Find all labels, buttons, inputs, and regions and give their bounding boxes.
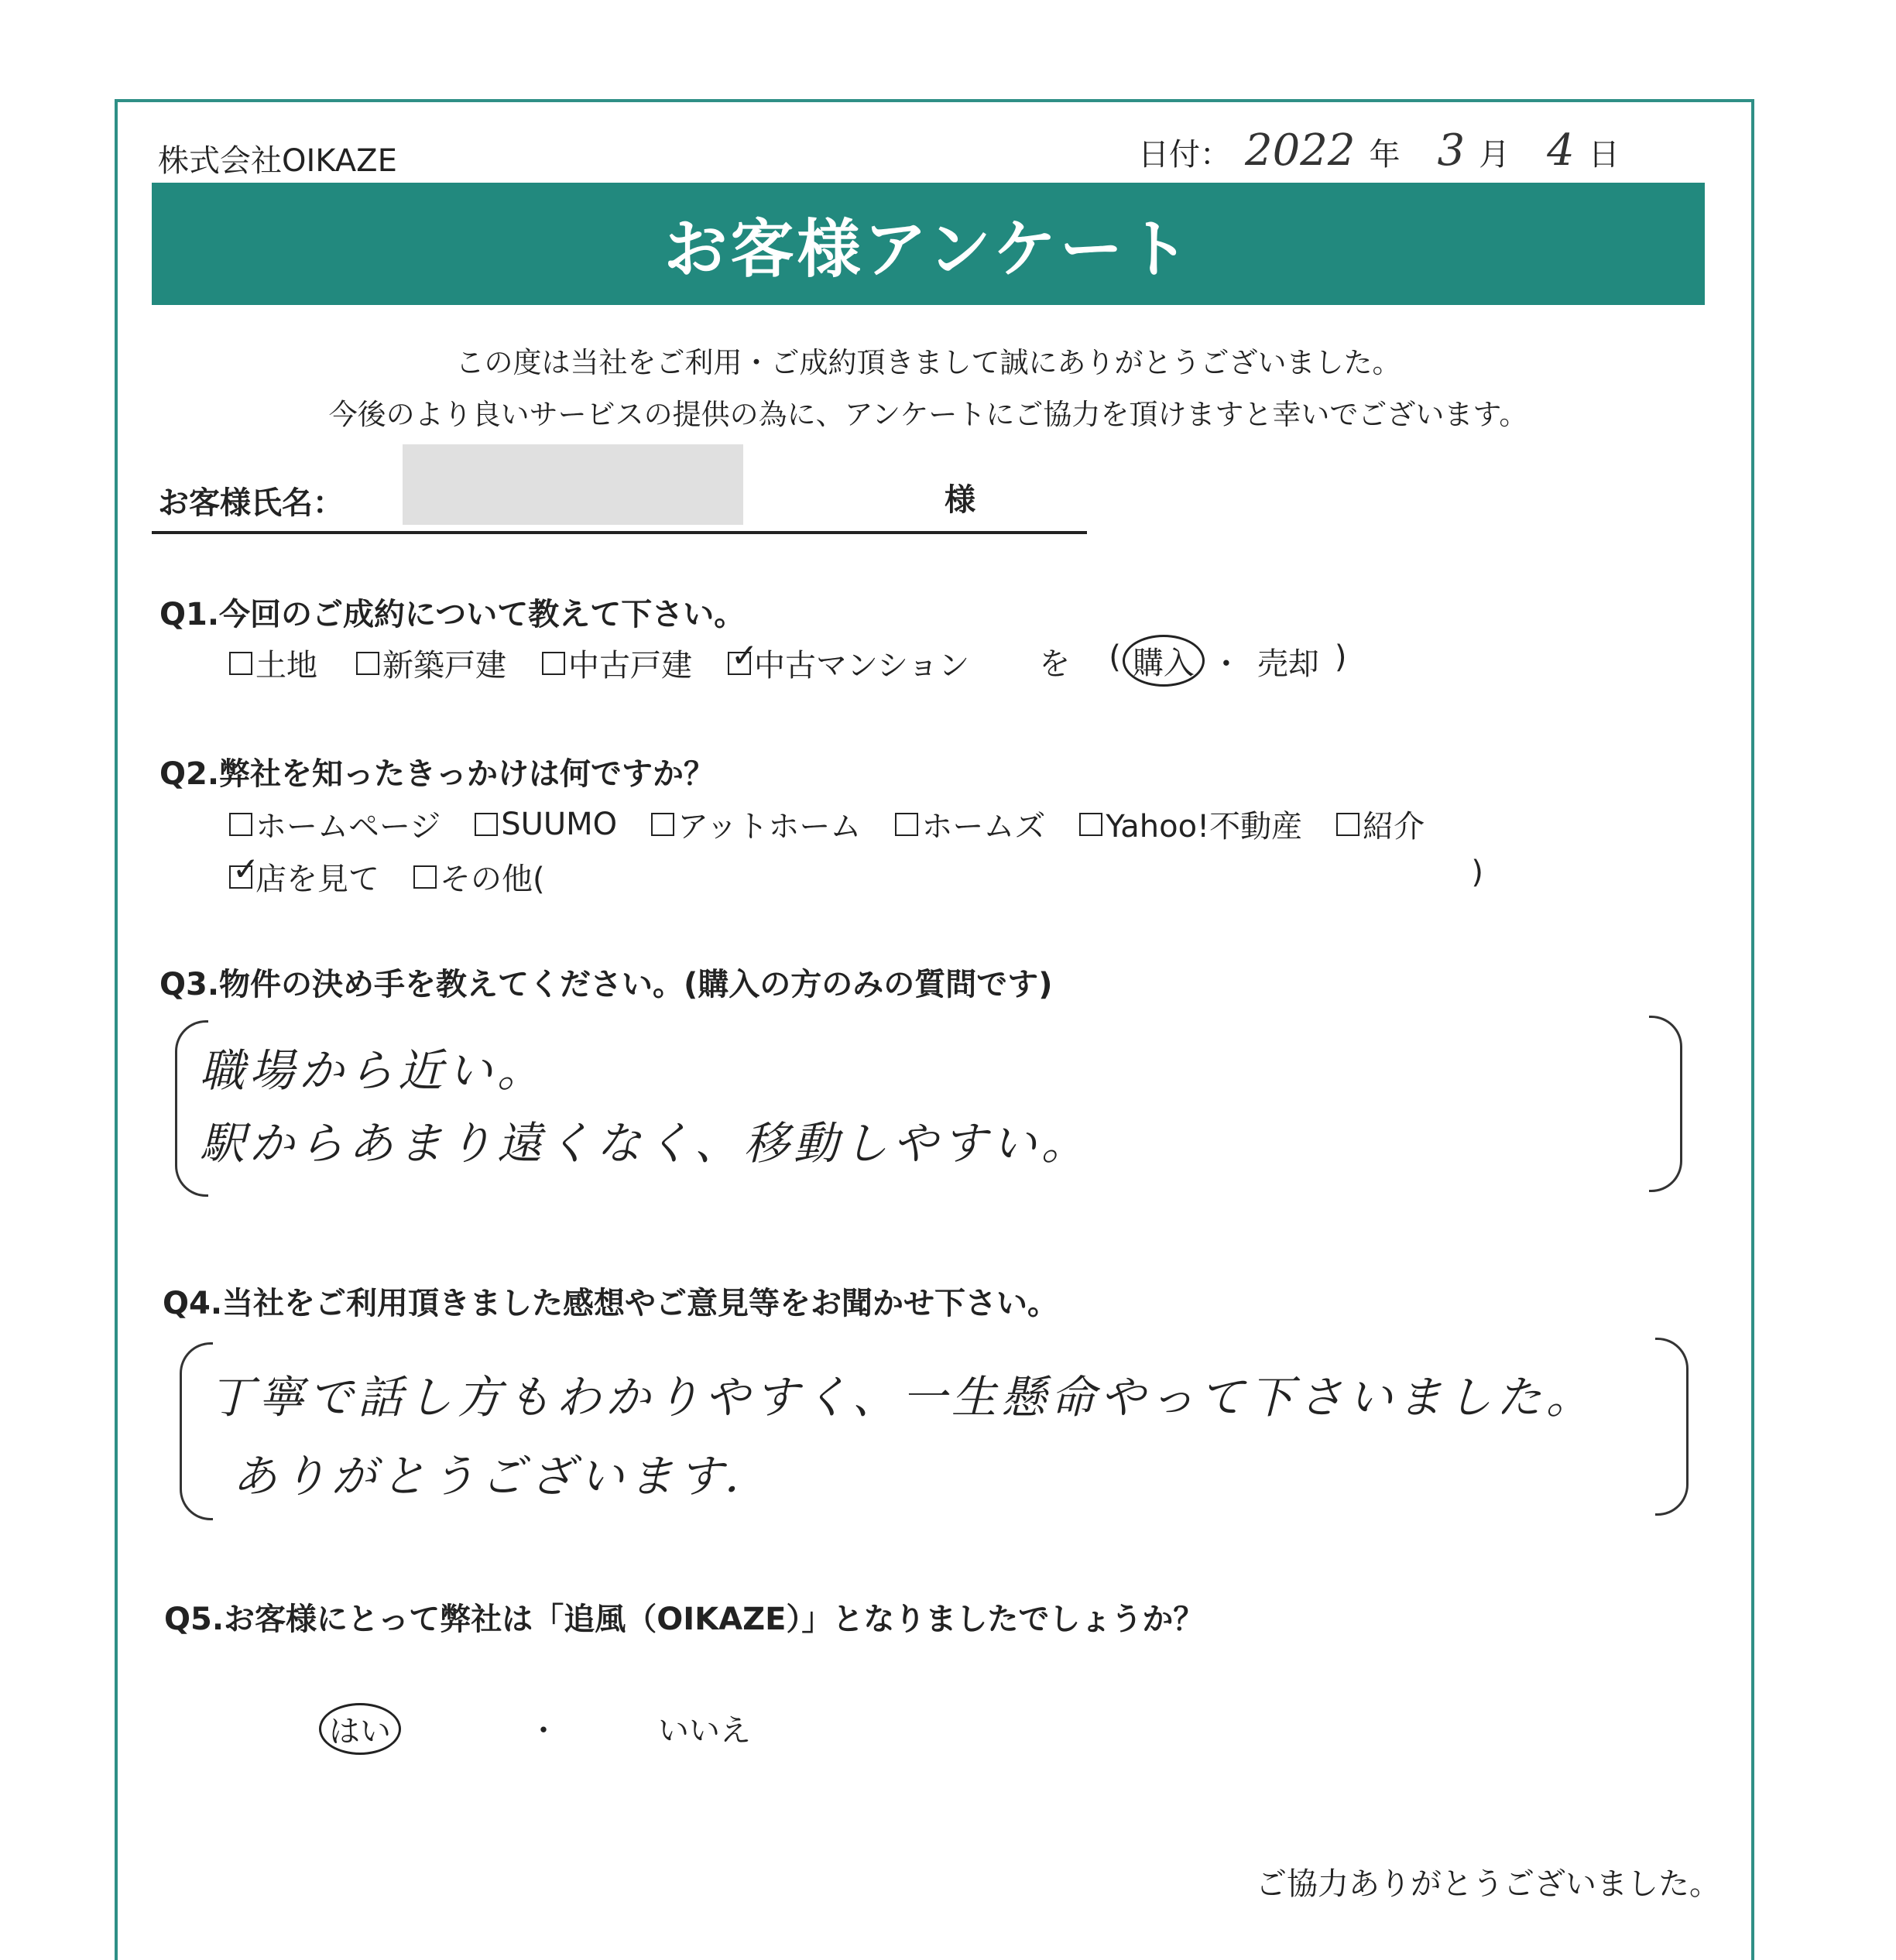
q1-options — [229, 639, 1346, 687]
date-day: 4 — [1547, 125, 1575, 176]
q2-option-referral[interactable] — [1336, 802, 1425, 846]
option-label: SUUMO — [501, 806, 618, 842]
q3-answer-line-1: 職場から近い。 — [200, 1044, 547, 1097]
company-name: 株式会社OIKAZE — [158, 143, 397, 179]
customer-name-row — [152, 464, 1087, 534]
q3-bracket-right — [1649, 1016, 1682, 1192]
q1-close-paren: ) — [1334, 639, 1347, 675]
q4-bracket-right — [1655, 1338, 1689, 1516]
checkbox[interactable] — [413, 865, 437, 889]
customer-honorific: 様 — [945, 482, 975, 518]
q5-no[interactable]: いいえ — [658, 1713, 751, 1749]
checkbox-checked[interactable] — [229, 865, 252, 889]
q2-question: Q2.弊社を知ったきっかけは何ですか？ — [159, 756, 715, 792]
checkbox-checked[interactable] — [728, 652, 751, 675]
date-month-unit: 月 — [1479, 137, 1510, 173]
date-row — [1138, 125, 1620, 176]
date-year-unit: 年 — [1369, 137, 1401, 173]
q1-option-land[interactable] — [229, 639, 317, 687]
q2-options-row-2 — [229, 855, 1483, 899]
survey-title: お客様アンケート — [663, 212, 1193, 286]
date-label: 日付： — [1138, 137, 1231, 173]
q2-other-close-paren: ) — [1471, 855, 1483, 890]
q5-question: Q5.お客様にとって弊社は「追風（OIKAZE）」となりましたでしょうか？ — [164, 1602, 1205, 1637]
checkbox[interactable] — [651, 813, 674, 836]
q1-choice-buy-circled[interactable]: 購入 — [1123, 635, 1205, 687]
intro-line-1: この度は当社をご利用・ご成約頂きまして誠にありがとうございました。 — [455, 346, 1401, 379]
option-label: 新築戸建 — [382, 648, 506, 684]
checkbox[interactable] — [1336, 813, 1359, 836]
intro-line-2: 今後のより良いサービスの提供の為に、アンケートにご協力を頂けますと幸いでございます。 — [328, 398, 1528, 431]
date-month: 3 — [1437, 125, 1466, 176]
customer-name-label: お客様氏名： — [158, 485, 344, 521]
date-year: 2022 — [1245, 125, 1356, 176]
q2-option-store[interactable] — [229, 855, 379, 899]
q2-option-athome[interactable] — [651, 802, 861, 846]
q5-answer-row — [319, 1703, 401, 1755]
q2-options-row-1 — [229, 802, 1425, 846]
option-label: Yahoo!不動産 — [1106, 809, 1303, 845]
checkbox[interactable] — [356, 652, 379, 675]
option-label: その他( — [440, 862, 545, 897]
q1-separator: ・ — [1210, 646, 1242, 682]
q1-option-used-house[interactable] — [542, 639, 692, 687]
q1-particle: を — [1039, 646, 1071, 682]
q2-option-homepage[interactable] — [229, 802, 441, 846]
checkbox[interactable] — [475, 813, 498, 836]
q2-option-suumo[interactable] — [475, 802, 617, 846]
option-label: 土地 — [255, 648, 317, 684]
option-label: ホームズ — [921, 809, 1046, 845]
option-label: 店を見て — [255, 862, 379, 897]
option-label: 中古マンション — [754, 648, 970, 684]
q5-yes-circled[interactable]: はい — [319, 1703, 401, 1755]
q1-option-new-house[interactable] — [356, 639, 506, 687]
checkbox[interactable] — [1079, 813, 1102, 836]
q2-option-homes[interactable] — [895, 802, 1045, 846]
q3-question: Q3.物件の決め手を教えてください。(購入の方のみの質問です) — [159, 967, 1053, 1002]
footer-thanks: ご協力ありがとうございました。 — [1256, 1866, 1720, 1902]
option-label: 紹介 — [1363, 809, 1425, 845]
option-label: ホームページ — [255, 809, 441, 845]
q1-option-used-condo[interactable] — [728, 639, 969, 687]
q5-separator: ・ — [528, 1713, 559, 1749]
checkbox[interactable] — [895, 813, 918, 836]
q1-open-paren: ( — [1109, 639, 1121, 675]
q3-answer-line-2: 駅からあまり遠くなく、移動しやすい。 — [200, 1117, 1091, 1170]
checkbox[interactable] — [229, 652, 252, 675]
checkbox[interactable] — [229, 813, 252, 836]
q1-choice-sell[interactable]: 売却 — [1257, 646, 1319, 682]
q4-answer-line-1: 丁寧で話し方もわかりやすく、一生懸命やって下さいました。 — [209, 1371, 1596, 1424]
q2-option-other[interactable] — [413, 855, 545, 899]
q4-answer-line-2: ありがとうございます． — [232, 1450, 774, 1503]
q4-bracket-left — [180, 1342, 213, 1520]
q2-option-yahoo[interactable] — [1079, 802, 1302, 846]
option-label: アットホーム — [677, 809, 862, 845]
q4-question: Q4.当社をご利用頂きました感想やご意見等をお聞かせ下さい。 — [163, 1286, 1059, 1321]
checkbox[interactable] — [542, 652, 565, 675]
survey-title-banner — [152, 183, 1705, 305]
customer-name-redacted — [403, 444, 743, 525]
option-label: 中古戸建 — [568, 648, 692, 684]
date-day-unit: 日 — [1588, 137, 1620, 173]
q1-question: Q1.今回のご成約について教えて下さい。 — [159, 597, 746, 632]
